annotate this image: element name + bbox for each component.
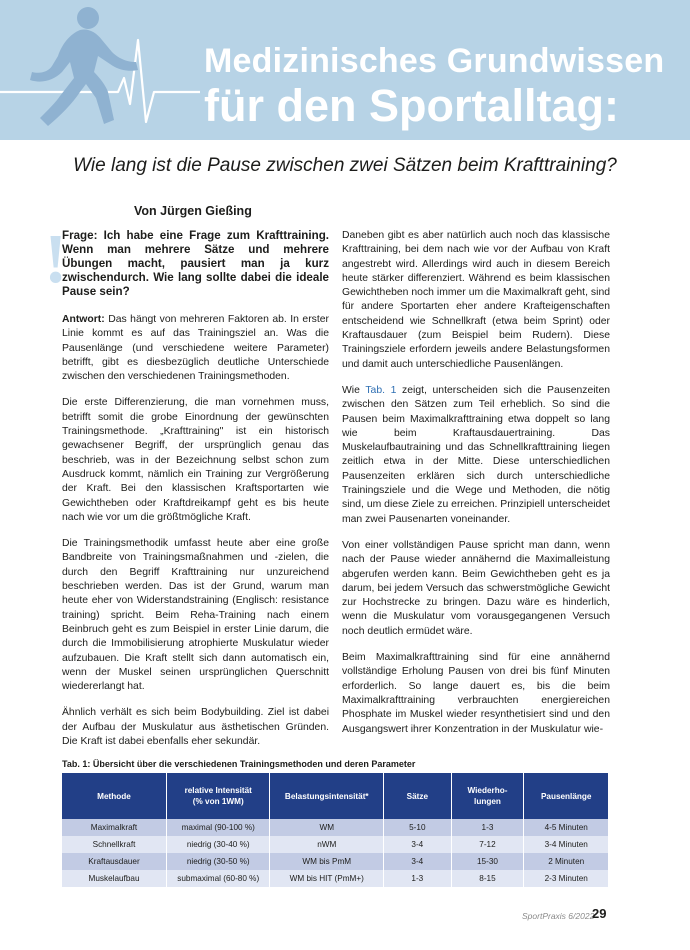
training-parameters-table — [62, 773, 608, 887]
answer-label: Antwort: — [62, 314, 105, 325]
table-row — [62, 836, 608, 853]
paragraph-text: zeigt, unterscheiden sich die Pausenzeiten zwischen den Sätzen zum Teil erheblich. So sind die Pausen beim Maximalkrafttraining etwa doppelt so lang wie beim Kraftausdauertraining. Das Muskelaufbautraining und das Schnellkrafttraining liegen zeitlich etwa in der Mitte. Diese unterschiedlichen Pausenzeiten erklären sich durch unterschiedliche Trainingsziele und die Wege und Methoden, die nötig sind, um diese Ziele zu erreichen. Prinzipiell unterscheidet man zwei Pausenarten voneinander. — [342, 384, 611, 525]
paragraph: Die Trainingsmethodik umfasst heute aber eine große Bandbreite von Trainingsmaßnahmen und -zielen, die durch den Begriff Krafttraining nur unzureichend beschrieben werden. Das ist der Grund, warum man heute eher von Widerstandstraining (Englisch: resistance training) spricht. Beim Reha-Training nach einem Beinbruch geht es zum Beispiel in erster Linie darum, die durch die Immobilisierung atrophierte Muskulatur wieder aufzubauen. Die Kraft stellt sich dann automatisch ein, wenn der Muskel seinen ursprünglichen Querschnitt wiedererlangt hat. — [62, 538, 329, 693]
paragraph: Die erste Differenzierung, die man vornehmen muss, betrifft somit die grobe Einordnung der gewünschten Trainingsmethode. „Krafttraining" ist ein historisch gewachsener Begriff, der ursprünglich genau das beschrieb, was in der Bezeichnung selbst schon zum Ausdruck kommt, nämlich ein Training zur Vergrößerung der Kraft. Bei den klassischen Kraftsportarten wie Gewichtheben oder Kraftdreikampf geht es bis heute nach wie vor um die größtmögliche Kraft. — [62, 397, 329, 523]
table-cell: 2 Minuten — [524, 853, 608, 870]
table-cell: 8-15 — [451, 870, 524, 887]
table-cell: 3-4 Minuten — [524, 836, 608, 853]
exclamation-mark-decoration: ! — [44, 221, 68, 298]
page-number: 29 — [592, 906, 607, 921]
table-row — [62, 853, 608, 870]
table-cell: Muskelaufbau — [62, 870, 167, 887]
header-cell: relative Intensität (% von 1WM) — [167, 773, 270, 819]
question-block — [44, 221, 329, 299]
table-cell: nWM — [270, 836, 384, 853]
table-cell: Schnellkraft — [62, 836, 167, 853]
table-cell: 2-3 Minuten — [524, 870, 608, 887]
header-banner — [0, 0, 690, 140]
answer-paragraph — [62, 313, 329, 384]
table-cell: 5-10 — [384, 819, 451, 836]
table-row — [62, 819, 608, 836]
table-cell: niedrig (30-40 %) — [167, 836, 270, 853]
table-cell: 4-5 Minuten — [524, 819, 608, 836]
table-row — [62, 870, 608, 887]
table-cell: submaximal (60-80 %) — [167, 870, 270, 887]
question-text: Frage: Ich habe eine Frage zum Krafttraining. Wenn man mehrere Sätze und mehrere Übungen macht, pausiert man ja kurz zwischendurch. Wie lang sollte dabei die ideale Pause sein? — [62, 229, 329, 298]
header-cell: Wiederho- lungen — [451, 773, 524, 819]
paragraph-with-reference — [342, 384, 610, 527]
article-subtitle: Wie lang ist die Pause zwischen zwei Sätzen beim Krafttraining? — [73, 155, 617, 176]
table-cell: 1-3 — [384, 870, 451, 887]
paragraph: Beim Maximalkrafttraining sind für eine annähernd vollständige Erholung Pausen von drei bis fünf Minuten erforderlich. So lange dauert es, bis die beim Maximalkrafttraining verbrauchten energiereichen Phosphate im Muskel wieder resynthetisiert sind und den Ausgangswert ihrer Konzentration in der Muskulatur wie- — [342, 652, 610, 735]
author-byline: Von Jürgen Gießing — [134, 204, 252, 218]
right-column — [342, 229, 610, 749]
table-cell: Kraftausdauer — [62, 853, 167, 870]
header-cell: Belastungsintensität* — [270, 773, 384, 819]
runner-icon — [30, 7, 138, 126]
header-title-line2: für den Sportalltag: — [204, 80, 619, 131]
table-cell: 3-4 — [384, 836, 451, 853]
paragraph: Daneben gibt es aber natürlich auch noch das klassische Krafttraining, bei dem nach wie vor der Aufbau von Kraft angestrebt wird. Allerdings wird auch in diesem Bereich heute stärker differenziert. Während es beim klassischen Gewichtheben noch immer um die Maximalkraft geht, sind für andere Sportarten eher andere Krafteigenschaften entscheidend wie Schnellkraft (etwa beim Sprint) oder Kraftausdauer (zum Beispiel beim Rudern). Diese Trainingsziele erfordern jeweils andere Belastungsformen und damit auch unterschiedliche Pausenlängen. — [342, 230, 610, 370]
table-reference-link[interactable]: Tab. 1 — [365, 384, 397, 396]
paragraph-text: Wie — [342, 384, 366, 396]
table-cell: niedrig (30-50 %) — [167, 853, 270, 870]
table-cell: WM bis PmM — [270, 853, 384, 870]
table-header-row — [62, 773, 608, 819]
table-cell: Maximalkraft — [62, 819, 167, 836]
table-caption: Tab. 1: Übersicht über die verschiedenen Trainingsmethoden und deren Parameter — [62, 759, 416, 769]
footer-source: SportPraxis 6/2022 — [522, 911, 595, 921]
header-title-line1: Medizinisches Grundwissen — [204, 42, 665, 80]
table-cell: WM bis HIT (PmM+) — [270, 870, 384, 887]
paragraph: Von einer vollständigen Pause spricht man dann, wenn nach der Pause wieder annähernd die Maximalleistung abgerufen werden kann. Beim Gewichtheben geht es ja darum, bei jedem Versuch das schwerstmögliche Gewicht zur Hochstrecke zu bringen. Dazu wäre es hinderlich, wenn die Muskulatur vom vorausgegangenen Versuch noch deutlich ermüdet wäre. — [342, 539, 610, 637]
table-cell: maximal (90-100 %) — [167, 819, 270, 836]
table-cell: 7-12 — [451, 836, 524, 853]
table-cell: 15-30 — [451, 853, 524, 870]
header-cell: Sätze — [384, 773, 451, 819]
table-cell: 3-4 — [384, 853, 451, 870]
answer-text: Das hängt von mehreren Faktoren ab. In erster Linie kommt es auf das Trainingsziel an. Was die Pausenlänge (und verschiedene weitere Parameter) betrifft, gibt es diesbezüglich deutliche Unterschiede zwischen den verschiedenen Trainingsmethoden. — [62, 314, 329, 383]
paragraph: Ähnlich verhält es sich beim Bodybuilding. Ziel ist dabei der Aufbau der Muskulatur aus ästhetischen Gründen. Die Kraft ist dabei ebenfalls eher sekundär. — [62, 707, 329, 748]
left-column — [44, 221, 329, 761]
header-cell: Pausenlänge — [524, 773, 608, 819]
table-cell: WM — [270, 819, 384, 836]
header-cell: Methode — [62, 773, 167, 819]
table-cell: 1-3 — [451, 819, 524, 836]
